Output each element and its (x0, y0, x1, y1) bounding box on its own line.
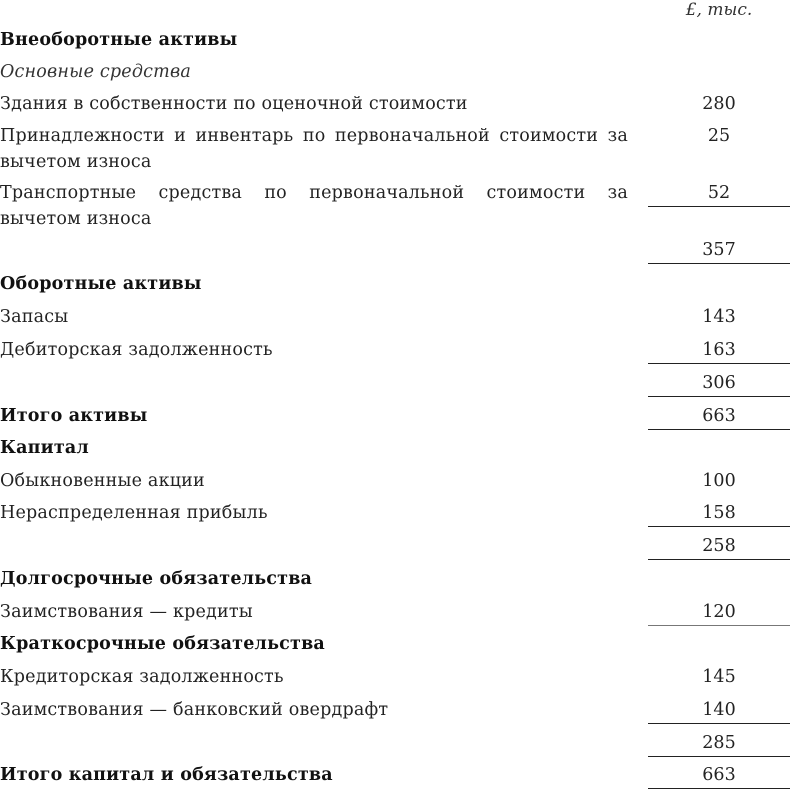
row-label: Итого капитал и обязательства (0, 765, 333, 785)
row-value: 163 (648, 337, 790, 364)
row-label: Основные средства (0, 62, 191, 82)
row-value: 145 (702, 667, 736, 687)
row-label: Запасы (0, 307, 69, 327)
row-value: 100 (702, 471, 736, 491)
row-label: Кредиторская задолженность (0, 667, 284, 687)
row-label: Принадлежности и инвентарь по первоначальной стоимости за вычетом износа (0, 126, 628, 172)
row-value: 158 (648, 500, 790, 527)
row-value: 280 (702, 94, 736, 114)
row-label: Внеоборотные активы (0, 30, 238, 50)
unit-header: £, тыс. (685, 0, 753, 20)
row-label: Здания в собственности по оценочной стоимости (0, 94, 468, 114)
row-label: Заимствования — кредиты (0, 602, 253, 622)
row-value: 663 (648, 403, 790, 430)
row-value: 258 (648, 533, 790, 560)
row-label: Капитал (0, 438, 89, 458)
row-label: Нераспределенная прибыль (0, 503, 268, 523)
row-label: Транспортные средства по первоначальной стоимости за вычетом износа (0, 183, 628, 229)
row-value: 306 (648, 370, 790, 397)
row-value: 52 (648, 180, 790, 207)
row-value: 357 (648, 237, 790, 264)
row-value: 285 (648, 730, 790, 757)
row-label: Заимствования — банковский овердрафт (0, 700, 389, 720)
row-value: 663 (648, 762, 790, 789)
row-label: Дебиторская задолженность (0, 340, 273, 360)
row-label: Долгосрочные обязательства (0, 569, 313, 589)
row-value: 25 (707, 126, 731, 146)
row-value: 120 (648, 599, 790, 626)
row-label: Обыкновенные акции (0, 471, 205, 491)
row-value: 143 (702, 307, 736, 327)
row-value: 140 (648, 697, 790, 724)
row-label: Краткосрочные обязательства (0, 634, 325, 654)
row-label: Итого активы (0, 406, 148, 426)
row-label: Оборотные активы (0, 274, 202, 294)
